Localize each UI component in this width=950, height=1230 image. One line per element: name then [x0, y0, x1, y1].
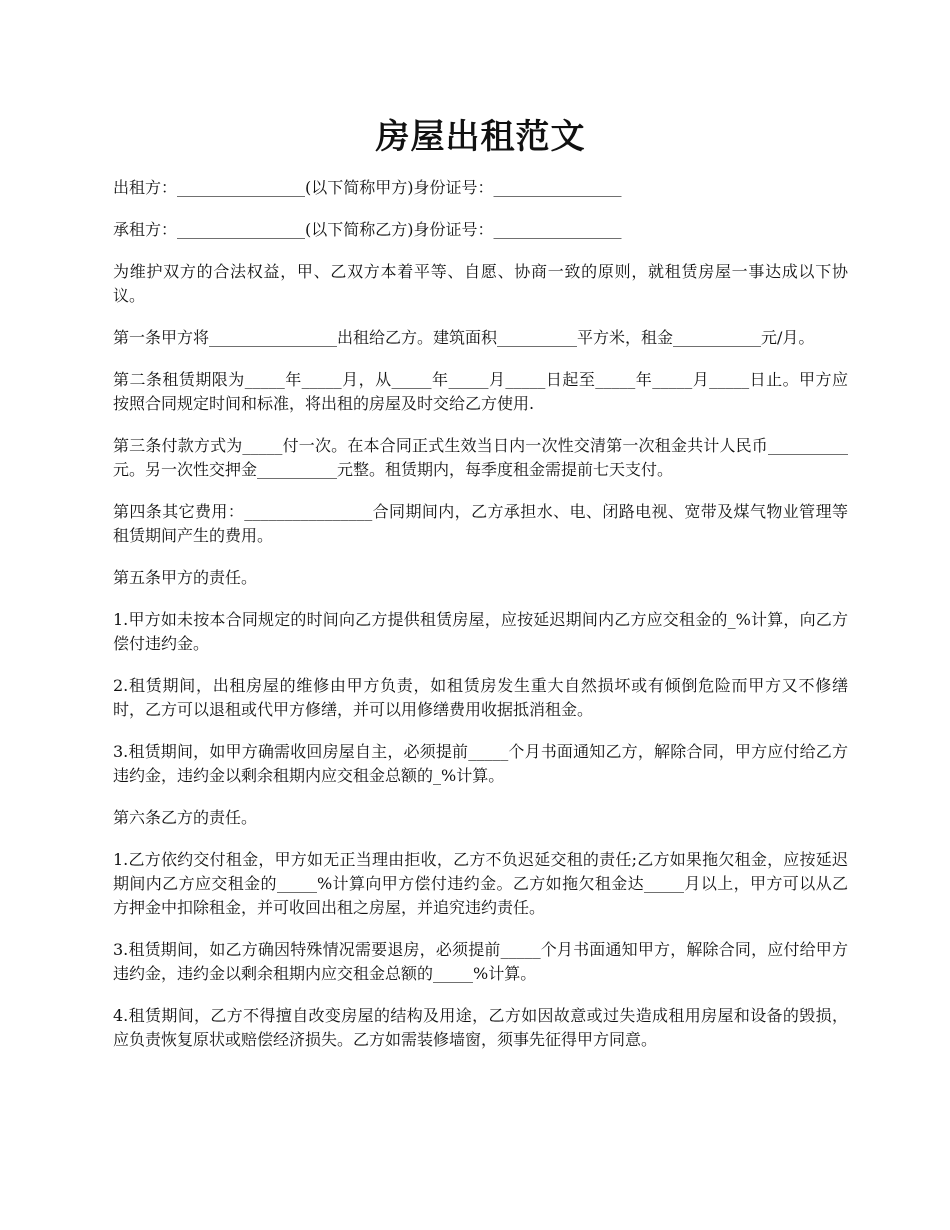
paragraph-lessor: 出租方：________________(以下简称甲方)身份证号：________________ [113, 178, 622, 197]
document-title: 房屋出租范文 [375, 117, 586, 157]
paragraph-article-3: 第三条付款方式为_____付一次。在本合同正式生效当日内一次性交清第一次租金共计人民币__________元。另一次性交押金__________元整。租赁期内，每季度租金需提前七天支付。 [113, 436, 848, 479]
paragraph-article-6-item-3: 3.租赁期间，如乙方确因特殊情况需要退房，必须提前_____个月书面通知甲方，解除合同，应付给甲方违约金，违约金以剩余租期内应交租金总额的_____%计算。 [113, 940, 848, 983]
paragraph-article-5-heading: 第五条甲方的责任。 [113, 568, 258, 587]
paragraph-article-2: 第二条租赁期限为_____年_____月，从_____年_____月_____日起至_____年_____月_____日止。甲方应按照合同规定时间和标准，将出租的房屋及时交给乙方使用. [113, 370, 848, 413]
paragraph-article-4: 第四条其它费用：________________合同期间内，乙方承担水、电、闭路电视、宽带及煤气物业管理等租赁期间产生的费用。 [113, 502, 848, 545]
paragraph-article-6-item-1: 1.乙方依约交付租金，甲方如无正当理由拒收，乙方不负迟延交租的责任;乙方如果拖欠租金，应按延迟期间内乙方应交租金的_____%计算向甲方偿付违约金。乙方如拖欠租金达_____月以上，甲方可以从乙方押金中扣除租金，并可收回出租之房屋，并追究违约责任。 [113, 850, 848, 917]
paragraph-article-1: 第一条甲方将________________出租给乙方。建筑面积__________平方米，租金___________元/月。 [113, 328, 815, 347]
paragraph-preamble: 为维护双方的合法权益，甲、乙双方本着平等、自愿、协商一致的原则，就租赁房屋一事达成以下协议。 [113, 262, 848, 305]
paragraph-lessee: 承租方：________________(以下简称乙方)身份证号：________________ [113, 220, 622, 239]
paragraph-article-5-item-1: 1.甲方如未按本合同规定的时间向乙方提供租赁房屋，应按延迟期间内乙方应交租金的_%计算，向乙方偿付违约金。 [113, 610, 848, 653]
paragraph-article-5-item-3: 3.租赁期间，如甲方确需收回房屋自主，必须提前_____个月书面通知乙方，解除合同，甲方应付给乙方违约金，违约金以剩余租期内应交租金总额的_%计算。 [113, 742, 848, 785]
paragraph-article-5-item-2: 2.租赁期间，出租房屋的维修由甲方负责，如租赁房发生重大自然损坏或有倾倒危险而甲方又不修缮时，乙方可以退租或代甲方修缮，并可以用修缮费用收据抵消租金。 [113, 676, 848, 719]
paragraph-article-6-item-4: 4.租赁期间，乙方不得擅自改变房屋的结构及用途，乙方如因故意或过失造成租用房屋和设备的毁损，应负责恢复原状或赔偿经济损失。乙方如需装修墙窗，须事先征得甲方同意。 [113, 1006, 848, 1049]
document-body [113, 110, 848, 1070]
paragraph-article-6-heading: 第六条乙方的责任。 [113, 808, 258, 827]
